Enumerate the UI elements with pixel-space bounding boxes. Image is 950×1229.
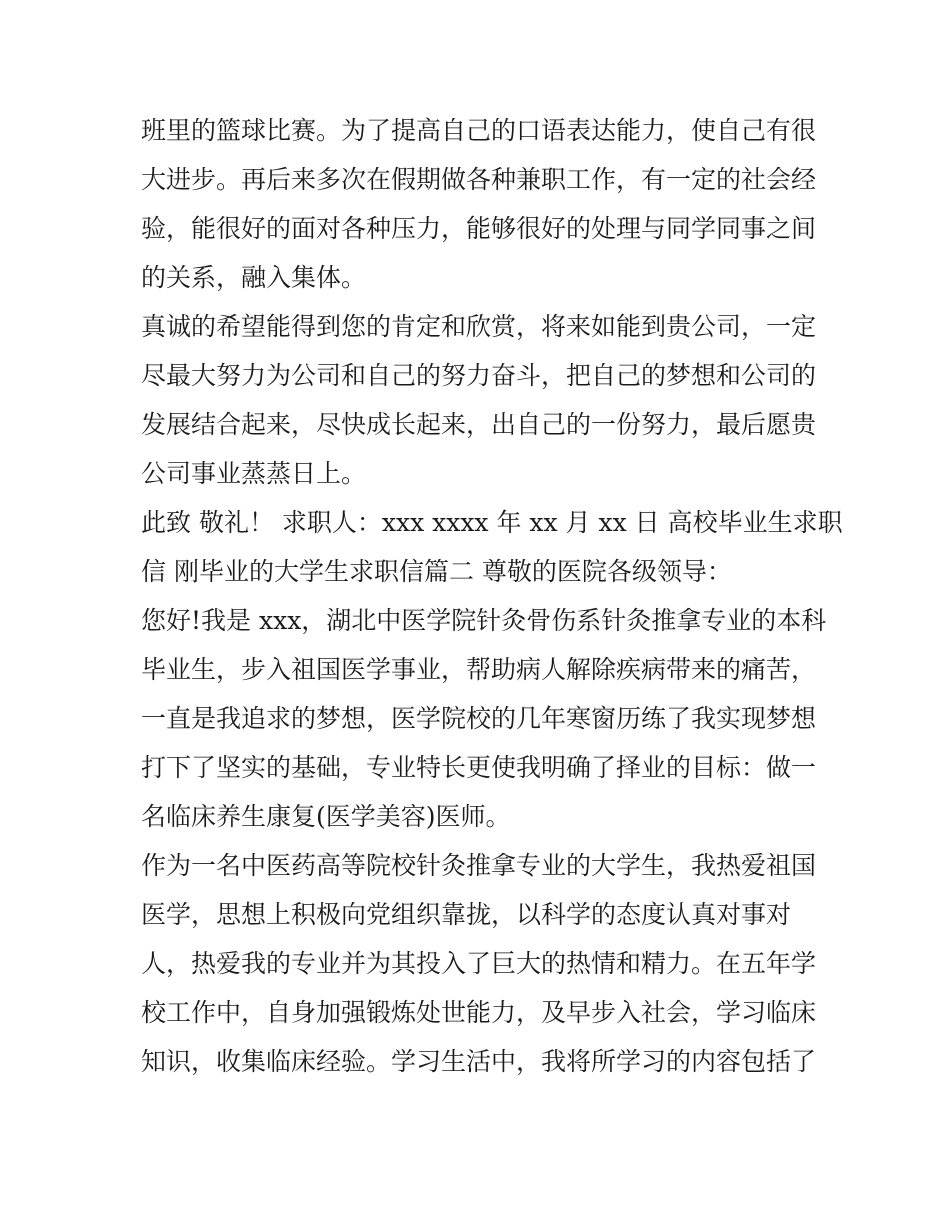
text-line: 班里的篮球比赛。为了提高自己的口语表达能力，使自己有很 — [141, 116, 817, 145]
text-line: 此致 敬礼！ 求职人：xxx xxxx 年 xx 月 xx 日 高校毕业生求职 — [141, 508, 843, 537]
text-line: 的关系，融入集体。 — [141, 263, 367, 292]
text-line: 验，能很好的面对各种压力，能够很好的处理与同学同事之间 — [141, 214, 817, 243]
text-line: 尽最大努力为公司和自己的努力奋斗，把自己的梦想和公司的 — [141, 361, 817, 390]
text-line: 您好!我是 xxx，湖北中医学院针灸骨伤系针灸推拿专业的本科 — [141, 606, 827, 635]
text-line: 一直是我追求的梦想，医学院校的几年寒窗历练了我实现梦想 — [141, 704, 817, 733]
text-line: 打下了坚实的基础，专业特长更使我明确了择业的目标：做一 — [141, 753, 817, 782]
text-line: 校工作中，自身加强锻炼处世能力，及早步入社会，学习临床 — [141, 998, 817, 1027]
text-line: 公司事业蒸蒸日上。 — [141, 459, 367, 488]
text-line: 知识，收集临床经验。学习生活中，我将所学习的内容包括了 — [141, 1047, 817, 1076]
text-line: 名临床养生康复(医学美容)医师。 — [141, 802, 511, 831]
text-line: 人，热爱我的专业并为其投入了巨大的热情和精力。在五年学 — [141, 949, 817, 978]
text-line: 大进步。再后来多次在假期做各种兼职工作，有一定的社会经 — [141, 165, 817, 194]
body-text — [141, 106, 843, 1086]
text-line: 毕业生，步入祖国医学事业，帮助病人解除疾病带来的痛苦， — [141, 655, 817, 684]
text-line: 医学，思想上积极向党组织靠拢，以科学的态度认真对事对 — [141, 900, 792, 929]
text-line: 真诚的希望能得到您的肯定和欣赏，将来如能到贵公司，一定 — [141, 312, 817, 341]
text-line: 信 刚毕业的大学生求职信篇二 尊敬的医院各级领导： — [141, 557, 732, 586]
text-line: 发展结合起来，尽快成长起来，出自己的一份努力，最后愿贵 — [141, 410, 817, 439]
text-line: 作为一名中医药高等院校针灸推拿专业的大学生，我热爱祖国 — [141, 851, 817, 880]
